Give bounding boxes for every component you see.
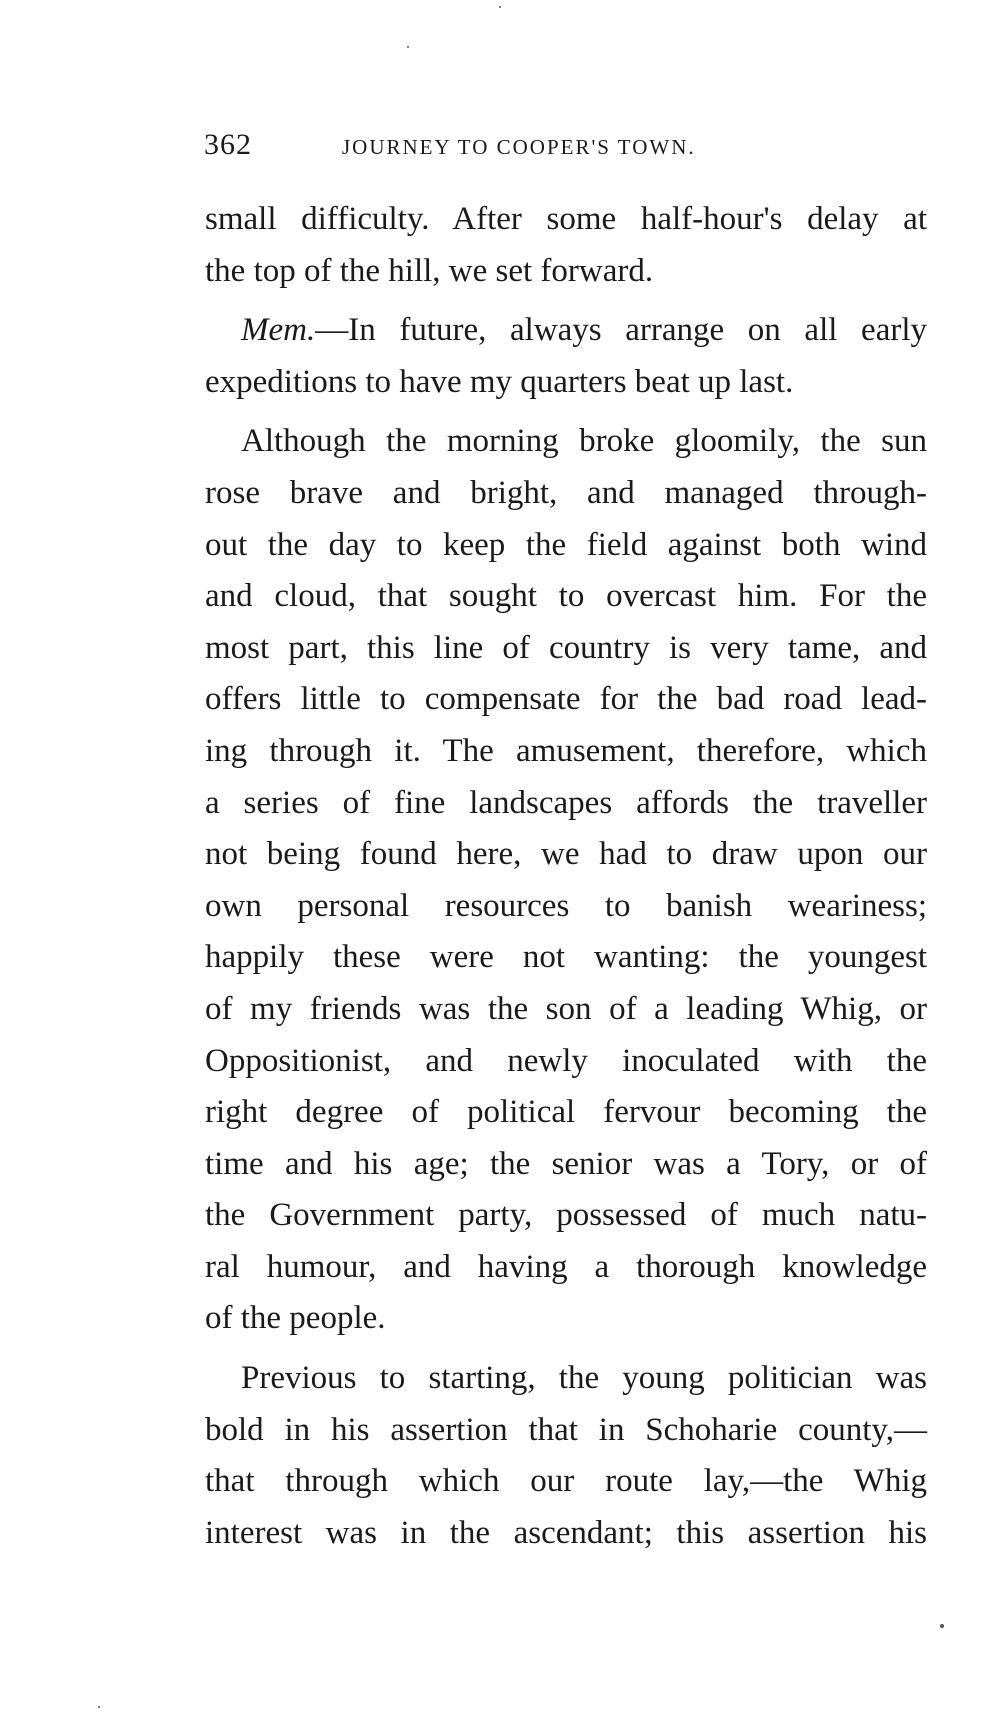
- italic-lead: Mem.: [241, 312, 316, 349]
- text-line: ral humour, and having a thorough knowledge: [205, 1248, 927, 1285]
- text-line: bold in his assertion that in Schoharie county,—: [205, 1411, 927, 1448]
- running-head: JOURNEY TO COOPER'S TOWN.: [342, 135, 696, 159]
- text-line: of the people.: [205, 1300, 386, 1337]
- text-line: time and his age; the senior was a Tory, or of: [205, 1145, 927, 1182]
- text-line: the Government party, possessed of much natu-: [205, 1197, 927, 1234]
- text-line: and cloud, that sought to overcast him. For the: [205, 578, 927, 615]
- page-header: [204, 128, 924, 168]
- scan-speck: [499, 6, 501, 8]
- text-line: right degree of political fervour becoming the: [205, 1094, 927, 1131]
- paragraph-gap: [205, 297, 927, 305]
- text-line: expeditions to have my quarters beat up last.: [205, 363, 794, 400]
- text-run: —In future, always arrange on all early: [315, 312, 927, 349]
- text-line: not being found here, we had to draw upon our: [205, 836, 927, 873]
- scan-speck: [98, 1706, 100, 1708]
- text-line: rose brave and bright, and managed through-: [205, 474, 927, 511]
- text-line: ing through it. The amusement, therefore, which: [205, 732, 927, 769]
- text-line: Although the morning broke gloomily, the sun: [241, 423, 927, 460]
- paragraph-gap: [205, 408, 927, 416]
- text-line: happily these were not wanting: the youngest: [205, 939, 927, 976]
- paragraph-gap: [205, 1345, 927, 1353]
- text-line: that through which our route lay,—the Whig: [205, 1463, 927, 1500]
- text-line: most part, this line of country is very tame, and: [205, 629, 927, 666]
- text-line: of my friends was the son of a leading Whig, or: [205, 990, 927, 1027]
- scan-speck: [407, 46, 409, 48]
- scan-speck: [940, 1624, 944, 1628]
- text-line: Oppositionist, and newly inoculated with the: [205, 1042, 927, 1079]
- page-number: 362: [204, 128, 252, 161]
- text-line: offers little to compensate for the bad road lead-: [205, 681, 927, 718]
- text-line: [205, 305, 927, 357]
- text-line: a series of fine landscapes affords the traveller: [205, 784, 927, 821]
- text-line: the top of the hill, we set forward.: [205, 252, 654, 289]
- text-line: own personal resources to banish weariness;: [205, 887, 927, 924]
- text-line: Previous to starting, the young politician was: [241, 1360, 927, 1397]
- text-line: out the day to keep the field against both wind: [205, 526, 927, 563]
- text-line: interest was in the ascendant; this assertion his: [205, 1514, 927, 1551]
- text-line: small difficulty. After some half-hour's delay at: [205, 201, 927, 237]
- body-text: [205, 194, 927, 1559]
